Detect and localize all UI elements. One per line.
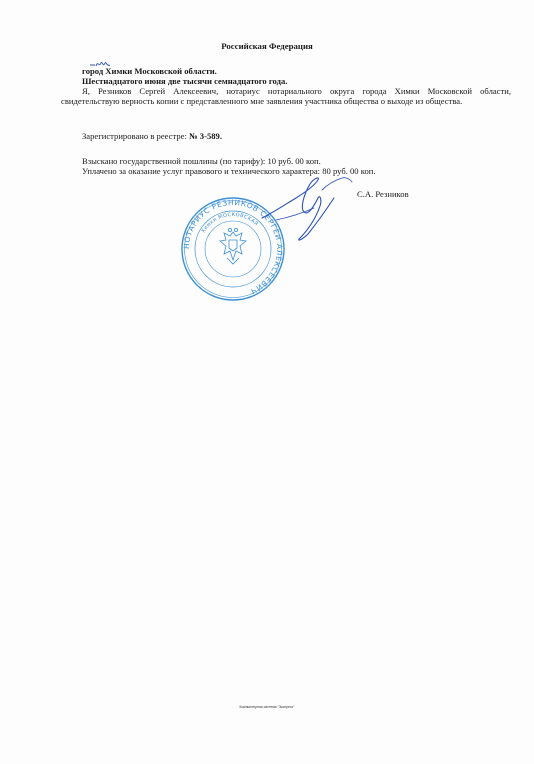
services-amount: 80 руб. 00 коп. bbox=[322, 166, 376, 176]
duty-line bbox=[82, 156, 321, 166]
registry-number: № 3-589. bbox=[189, 131, 222, 141]
registry-label: Зарегистрировано в реестре: bbox=[82, 131, 189, 141]
notary-name: С.А. Резников bbox=[357, 189, 409, 199]
certification-text: Я, Резников Сергей Алексеевич, нотариус нотариального округа города Химки Московской области, свидетельствую верность копии с представленного мне заявления участника общества о выходе из общества. bbox=[61, 86, 511, 107]
emblem-icon bbox=[220, 228, 246, 264]
services-label: Уплачено за оказание услуг правового и технического характера: bbox=[82, 166, 321, 176]
duty-amount: 10 руб. 00 коп. bbox=[267, 156, 321, 166]
registry-line bbox=[82, 131, 222, 141]
place-line: город Химки Московской области. bbox=[82, 66, 217, 76]
duty-label: Взыскано государственной пошлины (по тарифу): bbox=[82, 156, 266, 166]
document-title: Российская Федерация bbox=[221, 41, 313, 51]
stamp-inner-text: Химки МОСКОВСКАЯ bbox=[200, 211, 260, 235]
notary-signature bbox=[256, 168, 356, 248]
footer-system-label: Компьютерная система "Экспресс" bbox=[239, 705, 295, 709]
stamp-outer-text: НОТАРИУС РЕЗНИКОВ СЕРГЕЙ АЛЕКСЕЕВИЧ bbox=[181, 197, 285, 296]
date-line: Шестнадцатого июня две тысячи семнадцатого года. bbox=[82, 76, 288, 86]
